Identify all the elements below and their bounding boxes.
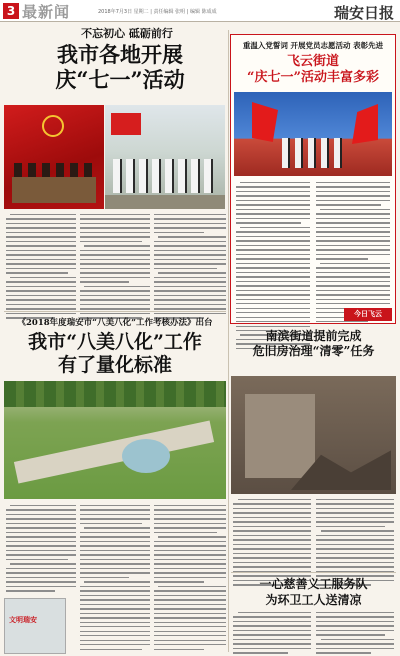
divider [4, 311, 226, 312]
masthead [0, 0, 400, 22]
page-number: 3 [3, 3, 19, 19]
story1-headline-line1: 我市各地开展 [57, 42, 183, 67]
divider [231, 572, 396, 573]
story1-body-col1 [6, 214, 76, 322]
story2-headline [234, 54, 392, 86]
story5-headline [231, 576, 396, 608]
story3-headline-line2: 有了量化标准 [57, 354, 172, 376]
story3-kicker: 《2018年度瑞安市“八美八化”工作考核办法》出台 [17, 318, 213, 328]
story1-headline [14, 42, 226, 92]
story5-body-col2 [316, 612, 394, 656]
paper-name-logo: 瑞安日报 [333, 4, 394, 22]
story1-headline-line2: 庆“七一”活动 [55, 67, 185, 92]
story1-body-col3 [154, 214, 226, 322]
story1-body-col2 [80, 214, 150, 322]
story4-photo-demolition [231, 376, 396, 494]
story5-body-col1 [233, 612, 311, 656]
story2-headline-line2: “庆七一”活动丰富多彩 [247, 70, 379, 85]
story4-headline-line1: 南滨街道提前完成 [265, 329, 362, 343]
thumb-sign-text: 文明瑞安 [9, 616, 37, 624]
story3-photo-park [4, 381, 226, 499]
column-tag: 今日飞云 [344, 308, 392, 321]
story5-headline-line1: 一心慈善义工服务队 [259, 577, 368, 591]
story3-body-col2 [80, 505, 150, 653]
story4-headline [231, 329, 396, 359]
red-flag-icon [111, 113, 141, 135]
story2-kicker: 重温入党誓词 开展党员志愿活动 表彰先进 [242, 41, 384, 50]
story4-headline-line2: 危旧房治理“清零”任务 [252, 344, 375, 358]
story5-headline-line2: 为环卫工人送清凉 [265, 593, 362, 607]
story1-kicker: 不忘初心 砥砺前行 [81, 27, 173, 40]
story2-headline-line1: 飞云街道 [286, 54, 339, 69]
story3-headline [4, 331, 226, 377]
story1-photo-meeting [4, 105, 104, 209]
red-flag-icon [252, 102, 278, 142]
story3-headline-line1: 我市“八美八化”工作 [28, 331, 202, 353]
divider [228, 30, 229, 652]
red-flag-icon [352, 104, 378, 144]
issue-line: 2018年7月3日 星期二 | 责任编辑 张明 | 编辑 陈成成 [98, 9, 217, 15]
story2-body-col2 [316, 182, 390, 326]
party-emblem-icon [42, 115, 64, 137]
story2-body-col1 [236, 182, 310, 352]
story2-photo [234, 92, 392, 176]
story3-body-col1 [6, 505, 76, 595]
story3-thumb-sign [4, 598, 66, 654]
story1-photo-ceremony [105, 105, 225, 209]
story3-body-col3 [154, 505, 226, 653]
section-name: 最新闻 [22, 3, 71, 21]
